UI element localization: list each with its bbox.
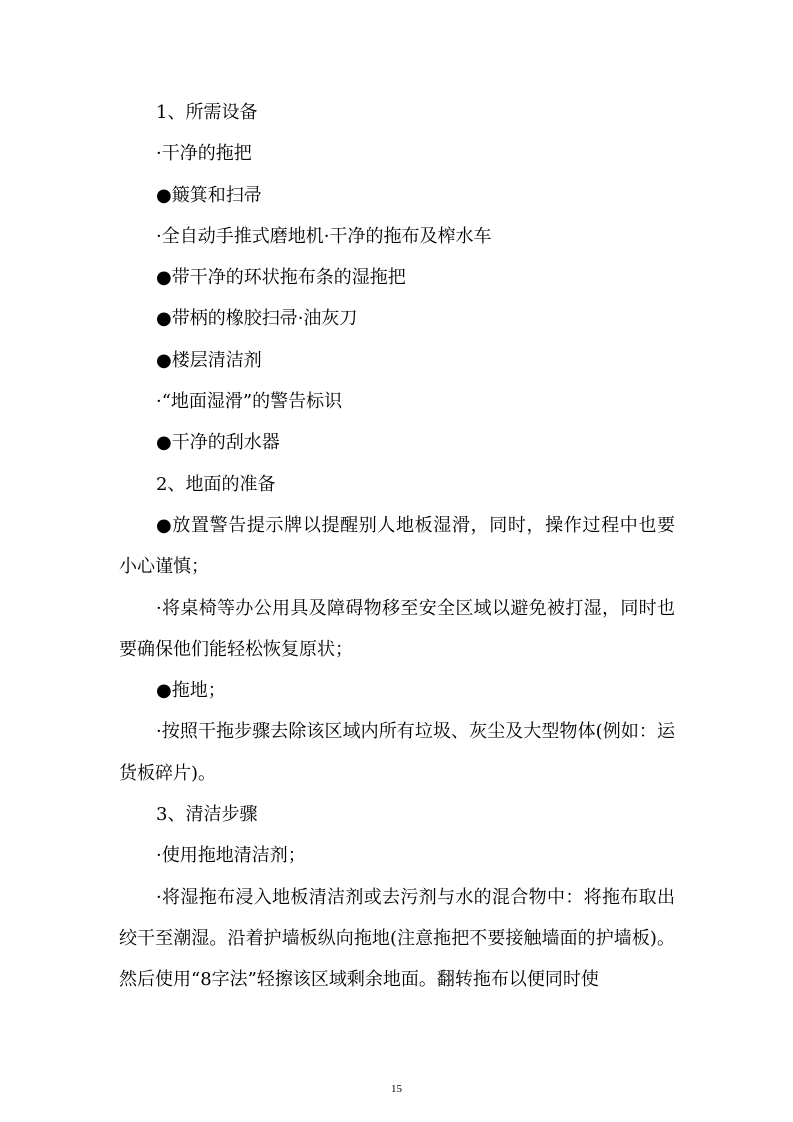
list-item: ·使用拖地清洁剂；: [156, 845, 306, 867]
list-item: ●带干净的环状拖布条的湿拖把: [156, 267, 406, 289]
body-text: [119, 92, 675, 1001]
list-item: ●楼层清洁剂: [156, 349, 262, 371]
list-item: ·“地面湿滑”的警告标识: [156, 391, 343, 413]
list-item: ●干净的刮水器: [156, 432, 280, 454]
list-item: ·干净的拖把: [156, 143, 252, 165]
list-item: ●带柄的橡胶扫帚·油灰刀: [156, 308, 358, 330]
list-item: ·将湿拖布浸入地板清洁剂或去污剂与水的混合物中：将拖布取出绞干至潮湿。沿着护墙板纵向拖地(注意拖把不要接触墙面的护墙板)。然后使用“8字法”轻擦该区域剩余地面。翻转拖布以便同时使: [119, 886, 675, 991]
list-item: ·将桌椅等办公用具及障碍物移至安全区域以避免被打湿，同时也要确保他们能轻松恢复原状；: [119, 597, 675, 660]
page-number: 15: [391, 1083, 402, 1095]
heading-equipment: 1、所需设备: [156, 102, 258, 123]
list-item: ●拖地；: [156, 680, 226, 702]
list-item: ·按照干拖步骤去除该区域内所有垃圾、灰尘及大型物体(例如：运货板碎片)。: [119, 721, 675, 784]
list-item: ·全自动手推式磨地机·干净的拖布及榨水车: [156, 225, 492, 247]
heading-floor-preparation: 2、地面的准备: [156, 473, 276, 495]
list-item: ●放置警告提示牌以提醒别人地板湿滑，同时，操作过程中也要小心谨慎；: [119, 514, 675, 578]
list-item: ●簸箕和扫帚: [156, 184, 262, 206]
heading-cleaning-steps: 3、清洁步骤: [156, 804, 258, 826]
